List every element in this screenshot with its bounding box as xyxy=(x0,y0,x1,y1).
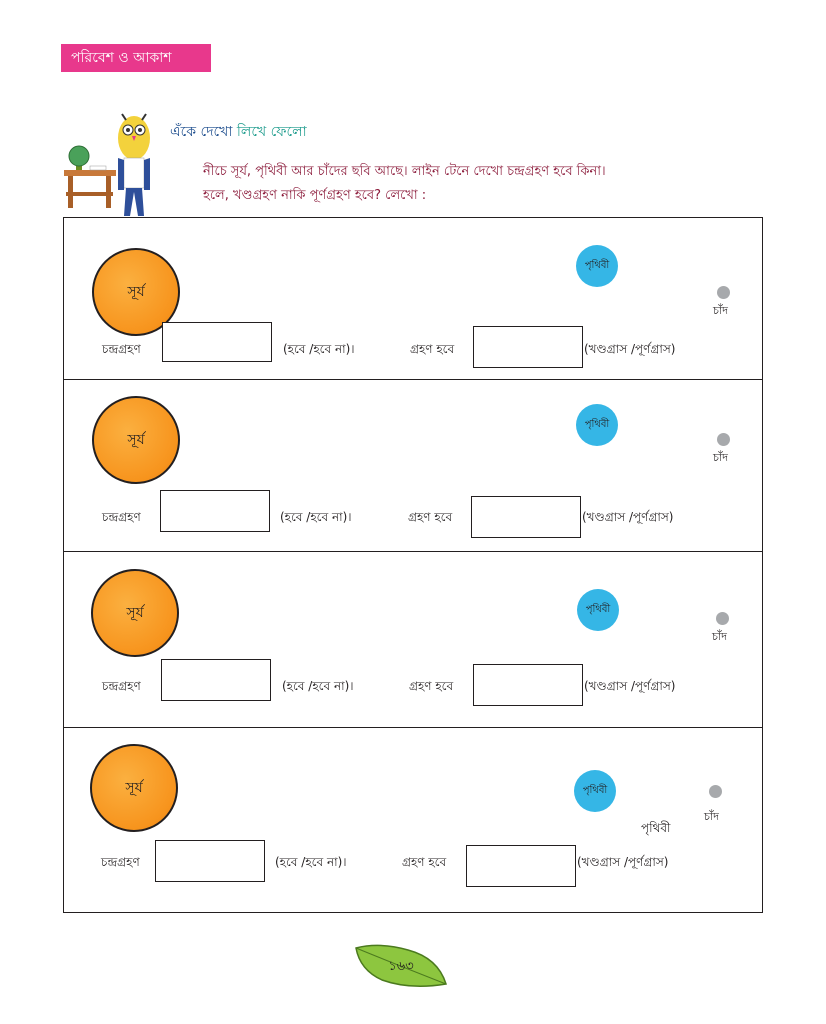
earth-handwritten-label: পৃথিবী xyxy=(641,821,671,835)
eclipse-type-label: গ্রহণ হবে xyxy=(409,679,454,693)
sun-circle: সূর্য xyxy=(92,248,180,336)
moon-dot xyxy=(717,433,730,446)
moon-label: চাঁদ xyxy=(713,451,728,464)
earth-circle: পৃথিবী xyxy=(576,245,618,287)
yes-no-options: (হবে /হবে না)। xyxy=(282,679,354,693)
eclipse-type-label: গ্রহণ হবে xyxy=(410,342,455,356)
owl-teacher-illustration xyxy=(62,108,162,218)
answer-box-type[interactable] xyxy=(471,496,581,538)
lunar-eclipse-label: চন্দ্রগ্রহণ xyxy=(102,679,141,693)
moon-dot xyxy=(716,612,729,625)
eclipse-type-label: গ্রহণ হবে xyxy=(402,855,447,869)
page-number: ১৬৩ xyxy=(388,959,414,974)
moon-label: চাঁদ xyxy=(713,304,728,317)
moon-dot xyxy=(717,286,730,299)
moon-dot xyxy=(709,785,722,798)
yes-no-options: (হবে /হবে না)। xyxy=(280,510,352,524)
sun-circle: সূর্য xyxy=(90,744,178,832)
instruction-line-1: নীচে সূর্য, পৃথিবী আর চাঁদের ছবি আছে। লাইন টেনে দেখো চন্দ্রগ্রহণ হবে কিনা। xyxy=(203,164,606,179)
partial-total-options: (খণ্ডগ্রাস /পূর্ণগ্রাস) xyxy=(582,510,674,524)
sun-circle: সূর্য xyxy=(92,396,180,484)
yes-no-options: (হবে /হবে না)। xyxy=(283,342,355,356)
answer-box-type[interactable] xyxy=(473,326,583,368)
moon-label: চাঁদ xyxy=(712,630,727,643)
yes-no-options: (হবে /হবে না)। xyxy=(275,855,347,869)
moon-label: চাঁদ xyxy=(704,810,719,823)
answer-box-eclipse[interactable] xyxy=(161,659,271,701)
earth-circle: পৃথিবী xyxy=(577,589,619,631)
eclipse-panel-2 xyxy=(63,379,763,553)
answer-box-eclipse[interactable] xyxy=(155,840,265,882)
answer-box-eclipse[interactable] xyxy=(160,490,270,532)
eclipse-type-label: গ্রহণ হবে xyxy=(408,510,453,524)
lunar-eclipse-label: চন্দ্রগ্রহণ xyxy=(102,510,141,524)
eclipse-panel-1 xyxy=(63,217,763,381)
earth-circle: পৃথিবী xyxy=(576,404,618,446)
chapter-tag: পরিবেশ ও আকাশ xyxy=(61,44,211,72)
instruction-line-2: হলে, খণ্ডগ্রহণ নাকি পূর্ণগ্রহণ হবে? লেখো : xyxy=(203,188,427,203)
eclipse-panel-3 xyxy=(63,551,763,729)
partial-total-options: (খণ্ডগ্রাস /পূর্ণগ্রাস) xyxy=(584,342,676,356)
answer-box-type[interactable] xyxy=(473,664,583,706)
partial-total-options: (খণ্ডগ্রাস /পূর্ণগ্রাস) xyxy=(584,679,676,693)
partial-total-options: (খণ্ডগ্রাস /পূর্ণগ্রাস) xyxy=(577,855,669,869)
eclipse-panel-4 xyxy=(63,727,763,913)
answer-box-type[interactable] xyxy=(466,845,576,887)
heading-write: লিখে ফেলো xyxy=(236,124,307,140)
lunar-eclipse-label: চন্দ্রগ্রহণ xyxy=(102,342,141,356)
answer-box-eclipse[interactable] xyxy=(162,322,272,362)
lunar-eclipse-label: চন্দ্রগ্রহণ xyxy=(101,855,140,869)
sun-circle: সূর্য xyxy=(91,569,179,657)
earth-circle: পৃথিবী xyxy=(574,770,616,812)
heading-draw: এঁকে দেখো xyxy=(170,124,233,140)
activity-heading xyxy=(170,120,307,144)
